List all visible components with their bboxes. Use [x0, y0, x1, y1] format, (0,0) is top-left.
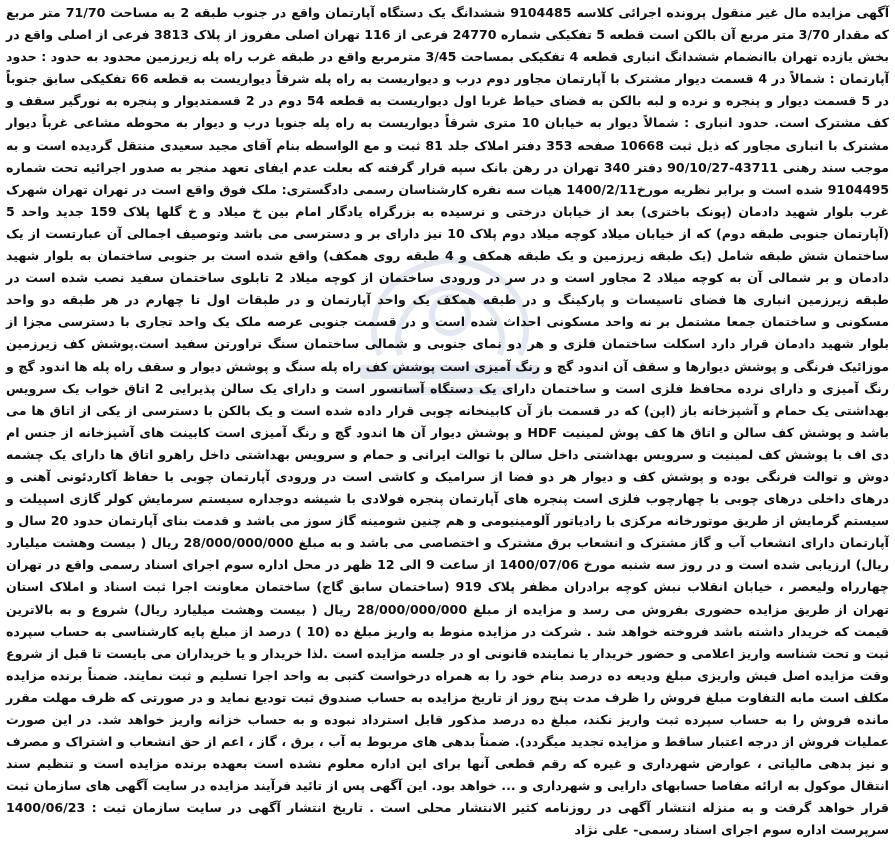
auction-notice-body: آگهی مزایده مال غیر منقول پرونده اجرائی کلاسه 9104485 ششدانگ یک دستگاه آپارتمان واقع در جنوب طبقه 2 به مساحت 71/70 متر مربع که مقدار 3/70 متر مربع آن بالکن است قطعه 5 تفکیکی شماره 24770 فرعی از 116 تهران اصلی مفروز از پلاک 3813 فرعی از اصلی واقع در بخش یازده تهران باانضمام ششدانگ انباری قطعه 4 تفکیکی بمساحت 3/45 مترمربع واقع در طبقه غرب راه پله زیرزمین محدود به حدود : حدود آپارتمان : شمالاً در 4 قسمت دیوار مشترک با آپارتمان مجاور دوم درب و دیواریست به راه پله شرقاً دیواریست به قطعه 66 تفکیکی سابق جنوباً در 5 قسمت دیوار و پنجره و نرده و لبه بالکن به فضای حیاط غربا اول دیواریست به قطعه 54 دوم در 2 قسمتدیوار و پنجره به نورگیر سقف و کف مشترک است. حدود انباری : شمالاً دیوار به خیابان 10 متری شرقاً دیواریست به راه پله جنوبا درب و دیوار به محوطه مشاعی غرباً دیوار مشترک با انباری مجاور که ذیل ثبت 10668 صفحه 353 دفتر املاک جلد 81 ثبت و مع الواسطه بنام آقای مجید سعیدی منتقل گردیده است و به موجب سند رهنی 43711-90/10/27 دفتر 340 تهران در رهن بانک سپه قرار گرفته که بعلت عدم ایفای تعهد منجر به صدور اجرائیه تحت شماره 9104495 شده است و برابر نظریه مورخ1400/2/11 هیات سه نفره کارشناسان رسمی دادگستری: ملک فوق واقع است در تهران تهران شهرک غرب بلوار شهید دادمان (پونک باختری) بعد از خیابان درختی و نرسیده به بزرگراه یادگار امام بین خ میلاد و خ گلها پلاک 159 جدید واحد 5 (آپارتمان جنوبی طبقه دوم) که از خیابان میلاد کوچه میلاد دوم پلاک 10 نیز دارای بر و دسترسی می باشد وتوصیف اجمالی آن عبارتست از یک ساختمان شش طبقه شامل (یک طبقه زیرزمین و یک طبقه همکف و 4 طبقه روی همکف) واقع شده است بر جنوبی ساختمان به بلوار شهید دادمان و بر شمالی آن به کوچه میلاد 2 مجاور است و در سر در ورودی ساختمان از کوچه میلاد 2 تابلوی ساختمان سفید نصب شده است در طبقه زیرزمین انباری ها فضای تاسیسات و پارکینگ و در طبقه همکف یک واحد آپارتمان و در طبقات اول تا چهارم در هر طبقه دو واحد مسکونی و ساختمان جمعا مشتمل بر نه واحد مسکونی احداث شده است و در قسمت جنوبی عرصه ملک یک واحد تجاری با دسترسی مجزا از بلوار شهید دادمان قرار دارد اسکلت ساختمان فلزی و هر دو نمای جنوبی و شمالی ساختمان سنگ تراورتن سفید است.پوشش کف زیرزمین موزائیک فرنگی و پوشش دیوارها و سقف آن اندود گچ و رنگ آمیزی است پوشش کف راه پله سنگ و پوشش دیوار و سقف راه پله ها اندود گچ و رنگ آمیزی و دارای نرده محافظ فلزی است و ساختمان دارای یک دستگاه آسانسور است و دارای یک سالن پذیرایی 2 اتاق خواب یک سرویس بهداشتی یک حمام و آشپزخانه باز (اپن) که در قسمت باز آن کابینخانه چوبی قرار داده شده است و یک بالکن با دسترسی از یکی از اتاق ها می باشد و پوشش کف سالن و اتاق ها کف پوش لمینیت HDF و پوشش دیوار آن ها اندود گچ و رنگ آمیزی است کابینت های آشپزخانه از جنس ام دی اف با پوشش کف لمینیت و سرویس بهداشتی داخل سالن با توالت ایرانی و حمام و سرویس بهداشتی داخل راهرو اتاق ها دارای یک چشمه دوش و توالت فرنگی بوده و پوشش کف و دیوار هر دو فضا از سرامیک و کاشی است در ورودی آپارتمان چوبی با حفاظ آکاردئونی آهنی و درهای داخلی درهای چوبی با چهارچوب فلزی است پنجره های آپارتمان پنجره فولادی با شیشه دوجداره سیستم سرمایش کولر گازی اسپیلت و سیستم گرمایش از طریق موتورخانه مرکزی با رادیاتور آلومینیومی و هم چنین شومینه گاز سوز می باشد و قدمت بنای آپارتمان حدود 20 سال و آپارتمان دارای انشعاب آب و گاز مشترک و انشعاب برق مشترک و اختصاصی می باشد و به مبلغ 28/000/000/000 ریال ( بیست وهشت میلیارد ریال) ارزیابی شده است و در روز سه شنبه مورخ 1400/07/06 از ساعت 9 الی 12 ظهر در محل اداره سوم اجرای اسناد رسمی واقع در تهران چهارراه ولیعصر ، خیابان انقلاب نبش کوچه برادران مظفر پلاک 919 (ساختمان سابق گاج) ساختمان معاونت اجرا ثبت اسناد و املاک استان تهران از طریق مزایده حضوری بفروش می رسد و مزایده از مبلغ 28/000/000/000 ریال ( بیست وهشت میلیارد ریال) شروع و به بالاترین قیمت که خریدار داشته باشد فروخته خواهد شد . شرکت در مزایده منوط به واریز مبلغ ده (10 ) درصد از مبلغ پایه کارشناسی به حساب سپرده ثبت و تحت شناسه واریز اعلامی و حضور خریدار یا نماینده قانونی او در جلسه مزایده است .لذا خریدار و یا خریداران می بایست تا قبل از شروع وقت مزایده اصل فیش واریزی مبلغ ودیعه ده درصد بنام خود را به همراه درخواست کتبی به واحد اجرا تسلیم و ثبت نمایند. ضمناً برنده مزایده مکلف است مابه التفاوت مبلغ فروش را ظرف مدت پنج روز از تاریخ مزایده به حساب صندوق ثبت تودیع نماید و در صورتی که ظرف مهلت مقرر مانده فروش را به حساب سپرده ثبت واریز نکند، مبلغ ده درصد مذکور قابل استرداد نبوده و به حساب خزانه واریز خواهد شد. در این صورت عملیات فروش از درجه اعتبار ساقط و مزایده تجدید میگردد). ضمناً بدهی های مربوط به آب ، برق ، گاز ، اعم از حق انشعاب و اشتراک و مصرف و نیز بدهی مالیاتی ، عوارض شهرداری و غیره که رقم قطعی آنها برای این اداره معلوم نشده است بعهده برنده مزایده است و تنظیم سند انتقال موکول به ارائه مفاصا حسابهای دارایی و شهرداری و ... خواهد بود. این آگهی پس از تائید فرآیند مزایده در سایت آگهی های سازمان ثبت قرار خواهد گرفت و به منزله انتشار آگهی در روزنامه کثیر الانتشار محلی است . تاریخ انتشار آگهی در سایت سازمان ثبت : 1400/06/23 سرپرست اداره سوم اجرای اسناد رسمی- علی نژاد — [6, 5, 890, 838]
